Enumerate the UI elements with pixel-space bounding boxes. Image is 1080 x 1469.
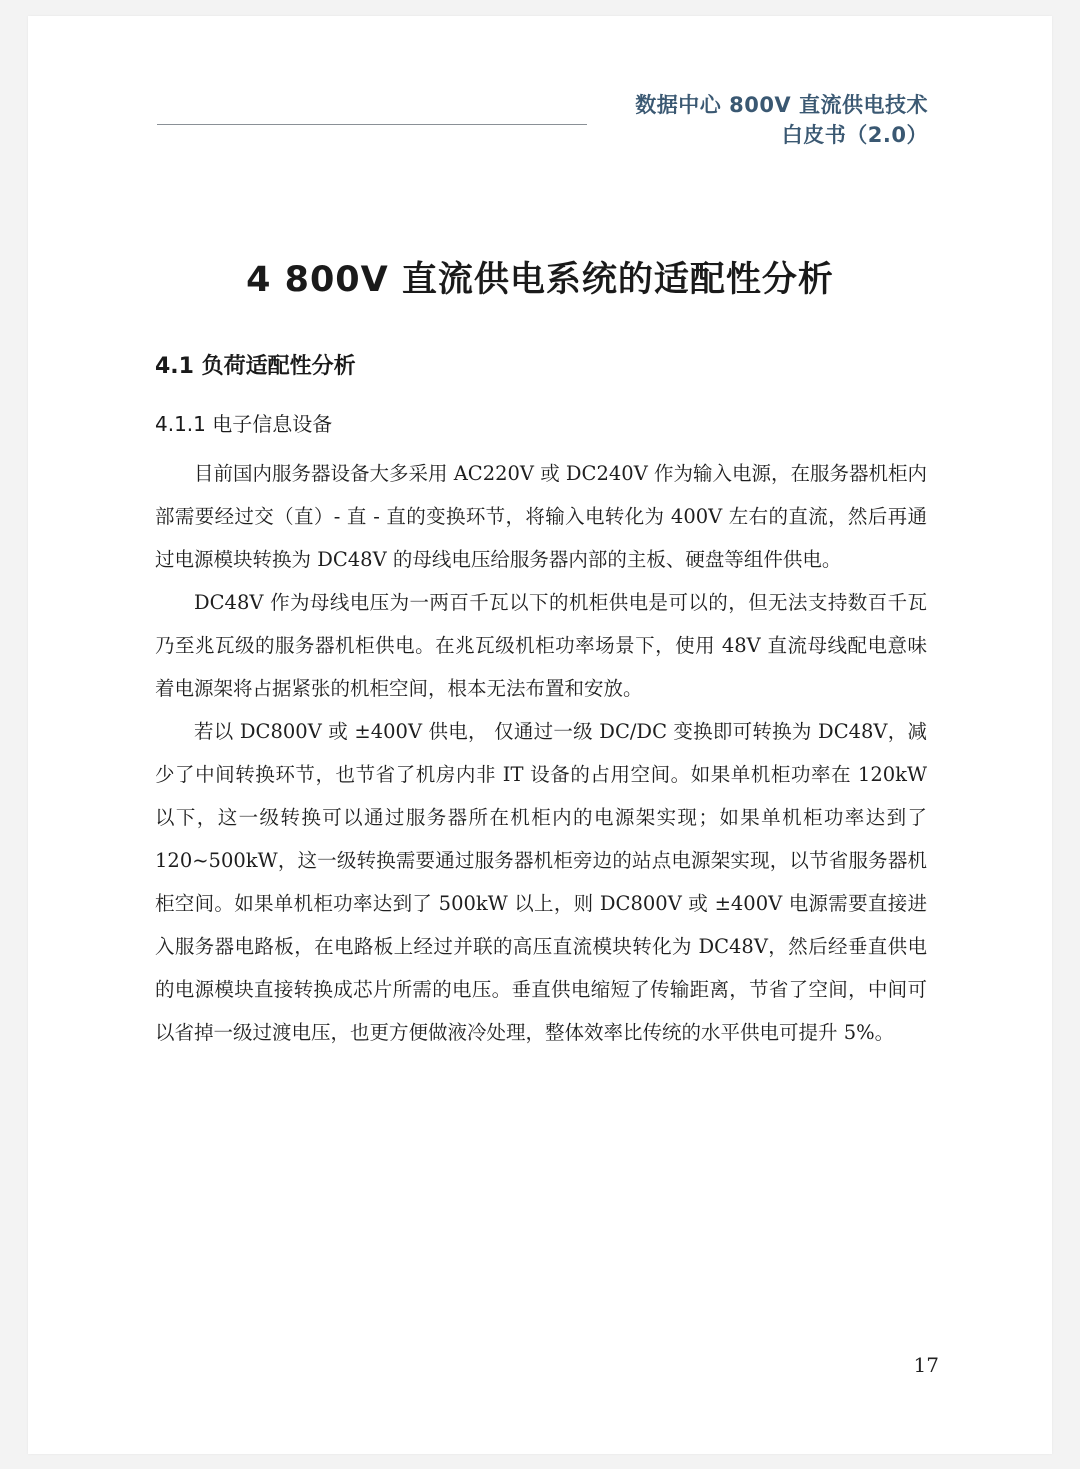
paragraph: DC48V 作为母线电压为一两百千瓦以下的机柜供电是可以的，但无法支持数百千瓦乃至兆瓦级的服务器机柜供电。在兆瓦级机柜功率场景下，使用 48V 直流母线配电意味着电源架将占据紧张的机柜空间，根本无法布置和安放。 <box>155 591 927 700</box>
paragraph: 目前国内服务器设备大多采用 AC220V 或 DC240V 作为输入电源，在服务器机柜内部需要经过交（直）- 直 - 直的变换环节，将输入电转化为 400V 左右的直流，然后再通过电源模块转换为 DC48V 的母线电压给服务器内部的主板、硬盘等组件供电。 <box>155 462 927 571</box>
body-text <box>155 452 927 1054</box>
header-rule <box>157 124 587 125</box>
chapter-title: 4 800V 直流供电系统的适配性分析 <box>246 260 834 300</box>
header-title-line2: 白皮书（2.0） <box>781 123 928 147</box>
subsection-title: 4.1.1 电子信息设备 <box>155 412 333 436</box>
running-header <box>635 90 928 150</box>
section-title: 4.1 负荷适配性分析 <box>155 354 356 379</box>
header-title-line1: 数据中心 800V 直流供电技术 <box>635 93 928 117</box>
document-page <box>28 16 1052 1454</box>
paragraph: 若以 DC800V 或 ±400V 供电， 仅通过一级 DC/DC 变换即可转换为 DC48V，减少了中间转换环节，也节省了机房内非 IT 设备的占用空间。如果单机柜功率在 120kW 以下，这一级转换可以通过服务器所在机柜内的电源架实现；如果单机柜功率达到了 120~500kW，这一级转换需要通过服务器机柜旁边的站点电源架实现，以节省服务器机柜空间。如果单机柜功率达到了 500kW 以上，则 DC800V 或 ±400V 电源需要直接进入服务器电路板，在电路板上经过并联的高压直流模块转化为 DC48V，然后经垂直供电的电源模块直接转换成芯片所需的电压。垂直供电缩短了传输距离，节省了空间，中间可以省掉一级过渡电压，也更方便做液冷处理，整体效率比传统的水平供电可提升 5%。 <box>155 720 927 1044</box>
page-number: 17 <box>913 1353 939 1377</box>
